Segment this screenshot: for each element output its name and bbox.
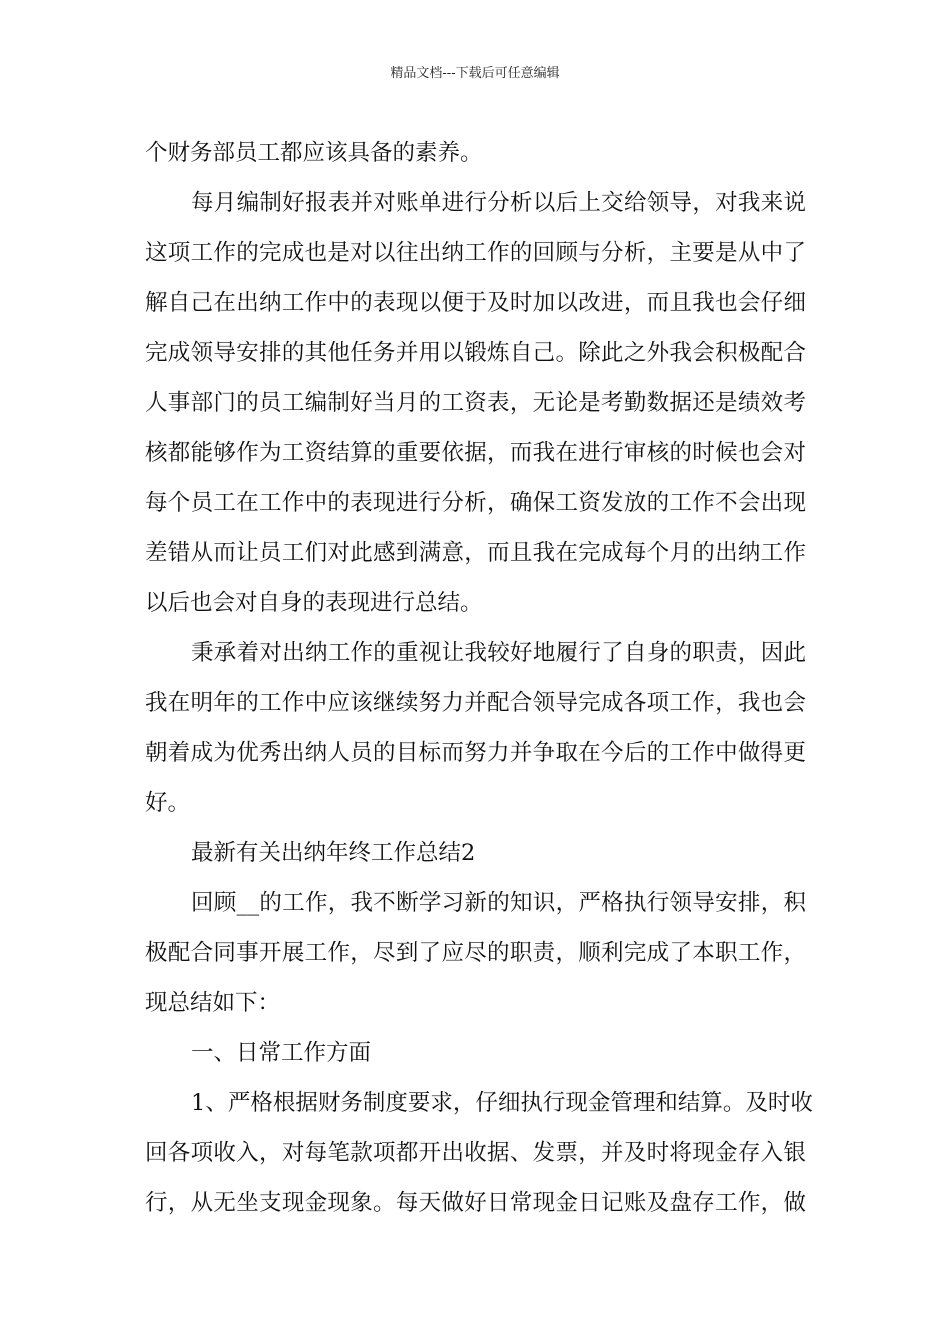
text-line: 这项工作的完成也是对以往出纳工作的回顾与分析，主要是从中了 xyxy=(145,240,806,266)
text-line: 回各项收入，对每笔款项都开出收据、发票，并及时将现金存入银 xyxy=(145,1140,806,1166)
section-heading: 最新有关出纳年终工作总结2 xyxy=(191,840,476,866)
text-line: 极配合同事开展工作，尽到了应尽的职责，顺利完成了本职工作， xyxy=(145,940,806,966)
text-line: 个财务部员工都应该具备的素养。 xyxy=(145,140,483,166)
text-line: 核都能够作为工资结算的重要依据，而我在进行审核的时候也会对 xyxy=(145,440,806,466)
text-line: 解自己在出纳工作中的表现以便于及时加以改进，而且我也会仔细 xyxy=(145,290,806,316)
text-line: 完成领导安排的其他任务并用以锻炼自己。除此之外我会积极配合 xyxy=(145,340,806,366)
text-line: 回顾__的工作，我不断学习新的知识，严格执行领导安排，积 xyxy=(191,890,806,916)
document-body xyxy=(145,128,813,1228)
text-line: 好。 xyxy=(145,790,191,816)
text-line: 人事部门的员工编制好当月的工资表，无论是考勤数据还是绩效考 xyxy=(145,390,806,416)
text-line: 朝着成为优秀出纳人员的目标而努力并争取在今后的工作中做得更 xyxy=(145,740,806,766)
text-line: 以后也会对自身的表现进行总结。 xyxy=(145,590,483,616)
text-line: 现总结如下： xyxy=(145,990,281,1016)
text-line: 行，从无坐支现金现象。每天做好日常现金日记账及盘存工作，做 xyxy=(145,1190,806,1216)
text-line: 每月编制好报表并对账单进行分析以后上交给领导，对我来说 xyxy=(191,190,806,216)
text-line: 秉承着对出纳工作的重视让我较好地履行了自身的职责，因此 xyxy=(191,640,806,666)
text-line: 我在明年的工作中应该继续努力并配合领导完成各项工作，我也会 xyxy=(145,690,806,716)
text-line: 1、严格根据财务制度要求，仔细执行现金管理和结算。及时收 xyxy=(191,1090,813,1116)
text-line: 每个员工在工作中的表现进行分析，确保工资发放的工作不会出现 xyxy=(145,490,806,516)
text-line: 差错从而让员工们对此感到满意，而且我在完成每个月的出纳工作 xyxy=(145,540,806,566)
subsection-heading: 一、日常工作方面 xyxy=(191,1040,372,1066)
page-header: 精品文档---下载后可任意编辑 xyxy=(390,66,560,81)
